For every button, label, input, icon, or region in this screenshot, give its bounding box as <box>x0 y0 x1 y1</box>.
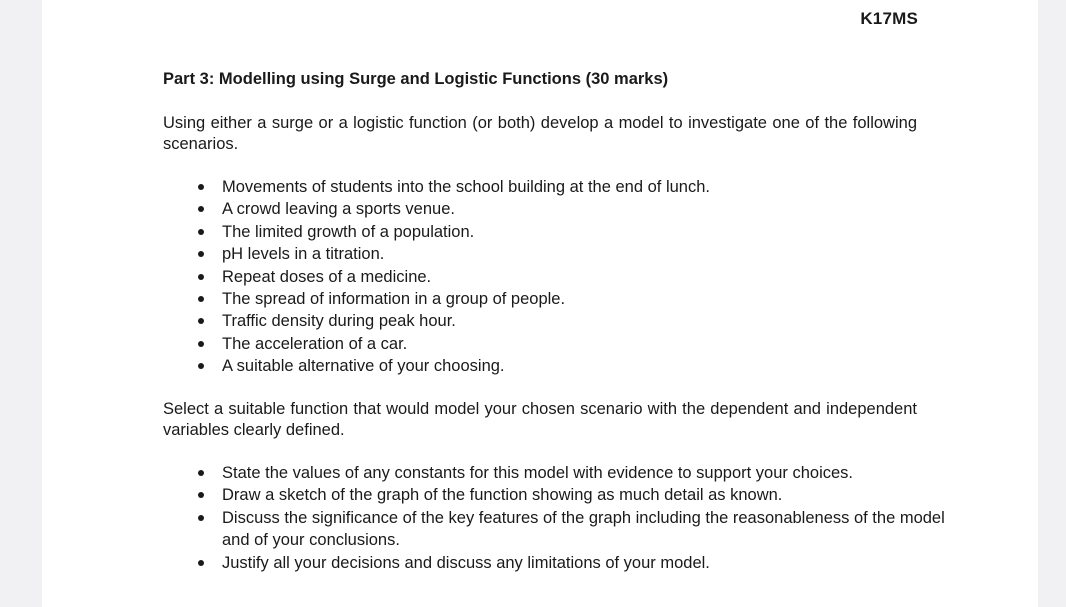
bullet-icon <box>198 363 204 369</box>
list-item-text: Draw a sketch of the graph of the function showing as much detail as known. <box>222 486 783 505</box>
bullet-icon <box>198 274 204 280</box>
list-item <box>42 355 972 377</box>
bullet-icon <box>198 296 204 302</box>
document-page <box>42 0 1038 607</box>
list-item <box>42 552 972 574</box>
bullet-icon <box>198 229 204 235</box>
bullet-icon <box>198 184 204 190</box>
list-item-text: The acceleration of a car. <box>222 334 408 353</box>
list-item-text: Movements of students into the school building at the end of lunch. <box>222 178 710 196</box>
list-item <box>42 221 972 243</box>
list-item <box>42 288 972 310</box>
bullet-icon <box>198 492 204 498</box>
bullet-icon <box>198 515 204 521</box>
list-item <box>42 484 972 506</box>
task-list <box>42 462 972 574</box>
bullet-icon <box>198 206 204 212</box>
intro-paragraph: Using either a surge or a logistic function (or both) develop a model to investigate one of the following scenarios. <box>163 114 917 153</box>
list-item <box>42 176 972 198</box>
list-item <box>42 507 972 552</box>
list-item <box>42 243 972 265</box>
bullet-icon <box>198 251 204 257</box>
course-code: K17MS <box>860 9 918 28</box>
bullet-icon <box>198 470 204 476</box>
list-item-text: Discuss the significance of the key features of the graph including the reasonableness of the model and of your conclusions. <box>222 508 945 550</box>
list-item-text: Justify all your decisions and discuss any limitations of your model. <box>222 553 710 572</box>
list-item <box>42 310 972 332</box>
list-item <box>42 266 972 288</box>
list-item-text: The spread of information in a group of people. <box>222 290 566 309</box>
bullet-icon <box>198 318 204 324</box>
list-item <box>42 333 972 355</box>
list-item-text: State the values of any constants for this model with evidence to support your choices. <box>222 464 854 482</box>
list-item-text: Repeat doses of a medicine. <box>222 267 432 286</box>
bullet-icon <box>198 560 204 566</box>
list-item-text: Traffic density during peak hour. <box>222 312 456 331</box>
list-item <box>42 198 972 220</box>
list-item-text: A crowd leaving a sports venue. <box>222 200 455 219</box>
section-heading: Part 3: Modelling using Surge and Logistic Functions (30 marks) <box>163 70 669 88</box>
bullet-icon <box>198 341 204 347</box>
list-item-text: A suitable alternative of your choosing. <box>222 357 505 376</box>
instruction-paragraph: Select a suitable function that would model your chosen scenario with the dependent and independent variables clearly defined. <box>163 400 917 439</box>
scenario-list <box>42 176 972 378</box>
list-item <box>42 462 972 484</box>
list-item-text: pH levels in a titration. <box>222 245 385 264</box>
list-item-text: The limited growth of a population. <box>222 222 475 241</box>
